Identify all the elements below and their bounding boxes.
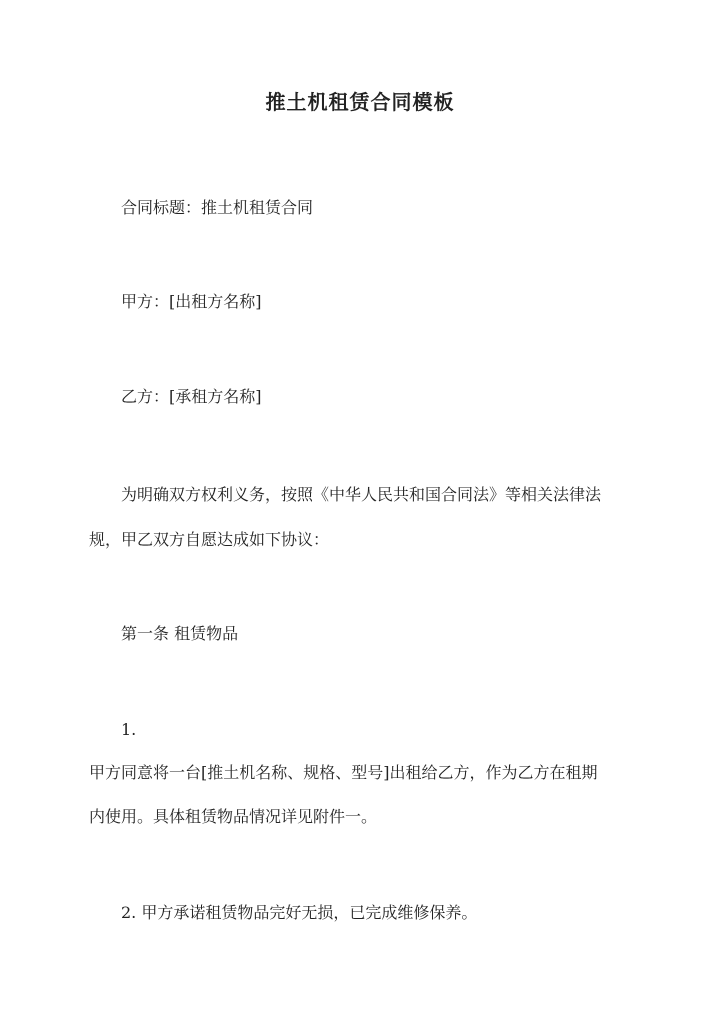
- document-title: 推土机租赁合同模板: [265, 90, 455, 114]
- preamble-line-1: 为明确双方权利义务，按照《中华人民共和国合同法》等相关法律法: [121, 485, 602, 504]
- preamble-line-2: 规，甲乙双方自愿达成如下协议：: [89, 530, 330, 549]
- party-b-line: 乙方：[承租方名称]: [121, 387, 262, 406]
- article-1-heading: 第一条 租赁物品: [121, 624, 239, 643]
- contract-title-line: 合同标题：推土机租赁合同: [121, 198, 314, 217]
- item-2-line: 2. 甲方承诺租赁物品完好无损，已完成维修保养。: [121, 903, 478, 922]
- item-1-line-2: 内使用。具体租赁物品情况详见附件一。: [89, 807, 378, 826]
- party-a-line: 甲方：[出租方名称]: [121, 292, 262, 311]
- item-1-line-1: 甲方同意将一台[推土机名称、规格、型号]出租给乙方，作为乙方在租期: [89, 763, 598, 782]
- item-1-number: 1.: [121, 720, 137, 739]
